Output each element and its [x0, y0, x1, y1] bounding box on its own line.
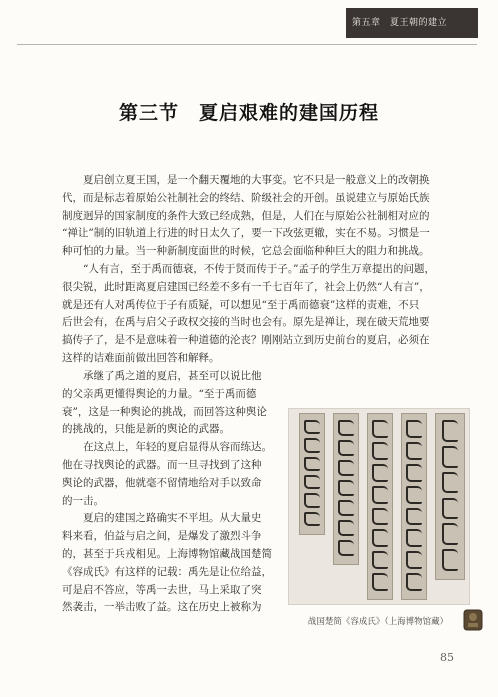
bamboo-slip: [333, 413, 359, 565]
text-line: 《容成氏》有这样的记载：禹先是让位给益，: [62, 565, 272, 578]
text-line: 后世会有，在禹与启父子政权交接的当时也会有。原先是禅让，现在破天荒地要: [62, 316, 430, 329]
script-glyph: [442, 498, 458, 520]
text-line: 的，甚至于兵戎相见。上海博物馆藏战国楚简: [62, 547, 272, 560]
script-glyph: [338, 420, 354, 436]
text-line: 这样的诘难面前做出回答和解释。: [62, 351, 220, 364]
text-line: 衰”，这是一种舆论的挑战，而回答这种舆论: [62, 405, 267, 418]
script-glyph: [406, 442, 422, 460]
script-glyph: [372, 420, 388, 438]
script-glyph: [442, 446, 458, 468]
text-line: 在这点上，年轻的夏启显得从容而练达。: [83, 441, 272, 454]
script-glyph: [372, 486, 388, 504]
text-line: 代，而是标志着原始公社制社会的终结、阶级社会的开创。虽说建立与原始氏族: [62, 191, 430, 204]
script-glyph: [442, 420, 458, 442]
script-glyph: [372, 529, 388, 547]
header-divider: [17, 44, 477, 45]
bamboo-slip: [367, 413, 393, 600]
script-glyph: [338, 540, 354, 556]
text-line: 搞传子了，是不是意味着一种道德的沦丧？刚刚站立到历史前台的夏启，必须在: [62, 334, 430, 347]
script-glyph: [442, 549, 458, 571]
script-glyph: [338, 460, 354, 476]
text-line: 夏启的建国之路确实不平坦。从大量史: [83, 512, 262, 525]
bamboo-slip: [435, 413, 465, 580]
text-line: 料来看，伯益与启之间，是爆发了激烈斗争: [62, 530, 262, 543]
text-line: 种可怕的力量。当一种新制度面世的时候，它总会面临种种巨大的阻力和挑战。: [62, 245, 430, 258]
text-line: 承继了禹之道的夏启，甚至可以说比他: [83, 370, 262, 382]
text-line: 可是启不答应，等禹一去世，马上采取了突: [62, 583, 262, 596]
figure-caption: 战国楚简《容成氏》（上海博物馆藏）: [307, 617, 449, 627]
bamboo-slip: [299, 413, 325, 535]
text-line: 制度迥异的国家制度的条件大致已经成熟，但是，人们在与原始公社制相对应的: [62, 209, 430, 222]
text-line: 舆论的武器，他就毫不留情地给对手以致命: [62, 476, 262, 489]
body-narrow-column: [62, 368, 294, 617]
bamboo-slips-figure: [288, 408, 470, 605]
script-glyph: [304, 493, 320, 507]
script-glyph: [372, 508, 388, 526]
section-title: 第三节 夏启艰难的建国历程: [118, 102, 379, 124]
script-glyph: [442, 523, 458, 545]
script-glyph: [372, 551, 388, 569]
text-line: 很尖锐，此时距离夏启建国已经差不多有一千七百年了，社会上仍然“人有言”，: [62, 280, 430, 293]
bamboo-slip: [401, 413, 427, 600]
script-glyph: [338, 500, 354, 516]
script-glyph: [338, 440, 354, 456]
script-glyph: [406, 508, 422, 526]
script-glyph: [406, 420, 422, 438]
script-glyph: [442, 472, 458, 494]
text-line: 就是还有人对禹传位于子有质疑，可以想见“至于禹而德衰”这样的责难，不只: [62, 298, 420, 311]
script-glyph: [338, 520, 354, 536]
script-glyph: [304, 457, 320, 471]
text-line: 的挑战的，只能是新的舆论的武器。: [62, 423, 230, 436]
page-number: 85: [440, 651, 454, 664]
script-glyph: [406, 529, 422, 547]
script-glyph: [338, 480, 354, 496]
body-full-width: [62, 172, 480, 368]
script-glyph: [372, 573, 388, 591]
text-line: 然袭击，一举击败了益。这在历史上被称为: [62, 601, 262, 614]
script-glyph: [304, 512, 320, 526]
script-glyph: [304, 420, 320, 434]
running-header: 第五章 夏王朝的建立: [352, 18, 448, 28]
text-line: 的父亲禹更懂得舆论的力量。“至于禹而德: [62, 387, 257, 400]
script-glyph: [372, 442, 388, 460]
script-glyph: [406, 551, 422, 569]
script-glyph: [372, 464, 388, 482]
script-glyph: [304, 475, 320, 489]
script-glyph: [304, 438, 320, 452]
script-glyph: [406, 486, 422, 504]
text-line: “禅让”制的旧轨道上行进的时日太久了，要一下改弦更辙，实在不易。习惯是一: [62, 227, 430, 240]
text-line: 夏启创立夏王国，是一个翻天覆地的大事变。它不只是一般意义上的改朝换: [83, 174, 430, 186]
script-glyph: [406, 464, 422, 482]
decorative-seal-icon: [462, 608, 484, 632]
text-line: “人有言，至于禹而德衰，不传于贤而传于子。”孟子的学生万章提出的问题，: [83, 262, 435, 275]
text-line: 的一击。: [62, 494, 104, 507]
text-line: 他在寻找舆论的武器。而一旦寻找到了这种: [62, 458, 262, 471]
script-glyph: [406, 573, 422, 591]
